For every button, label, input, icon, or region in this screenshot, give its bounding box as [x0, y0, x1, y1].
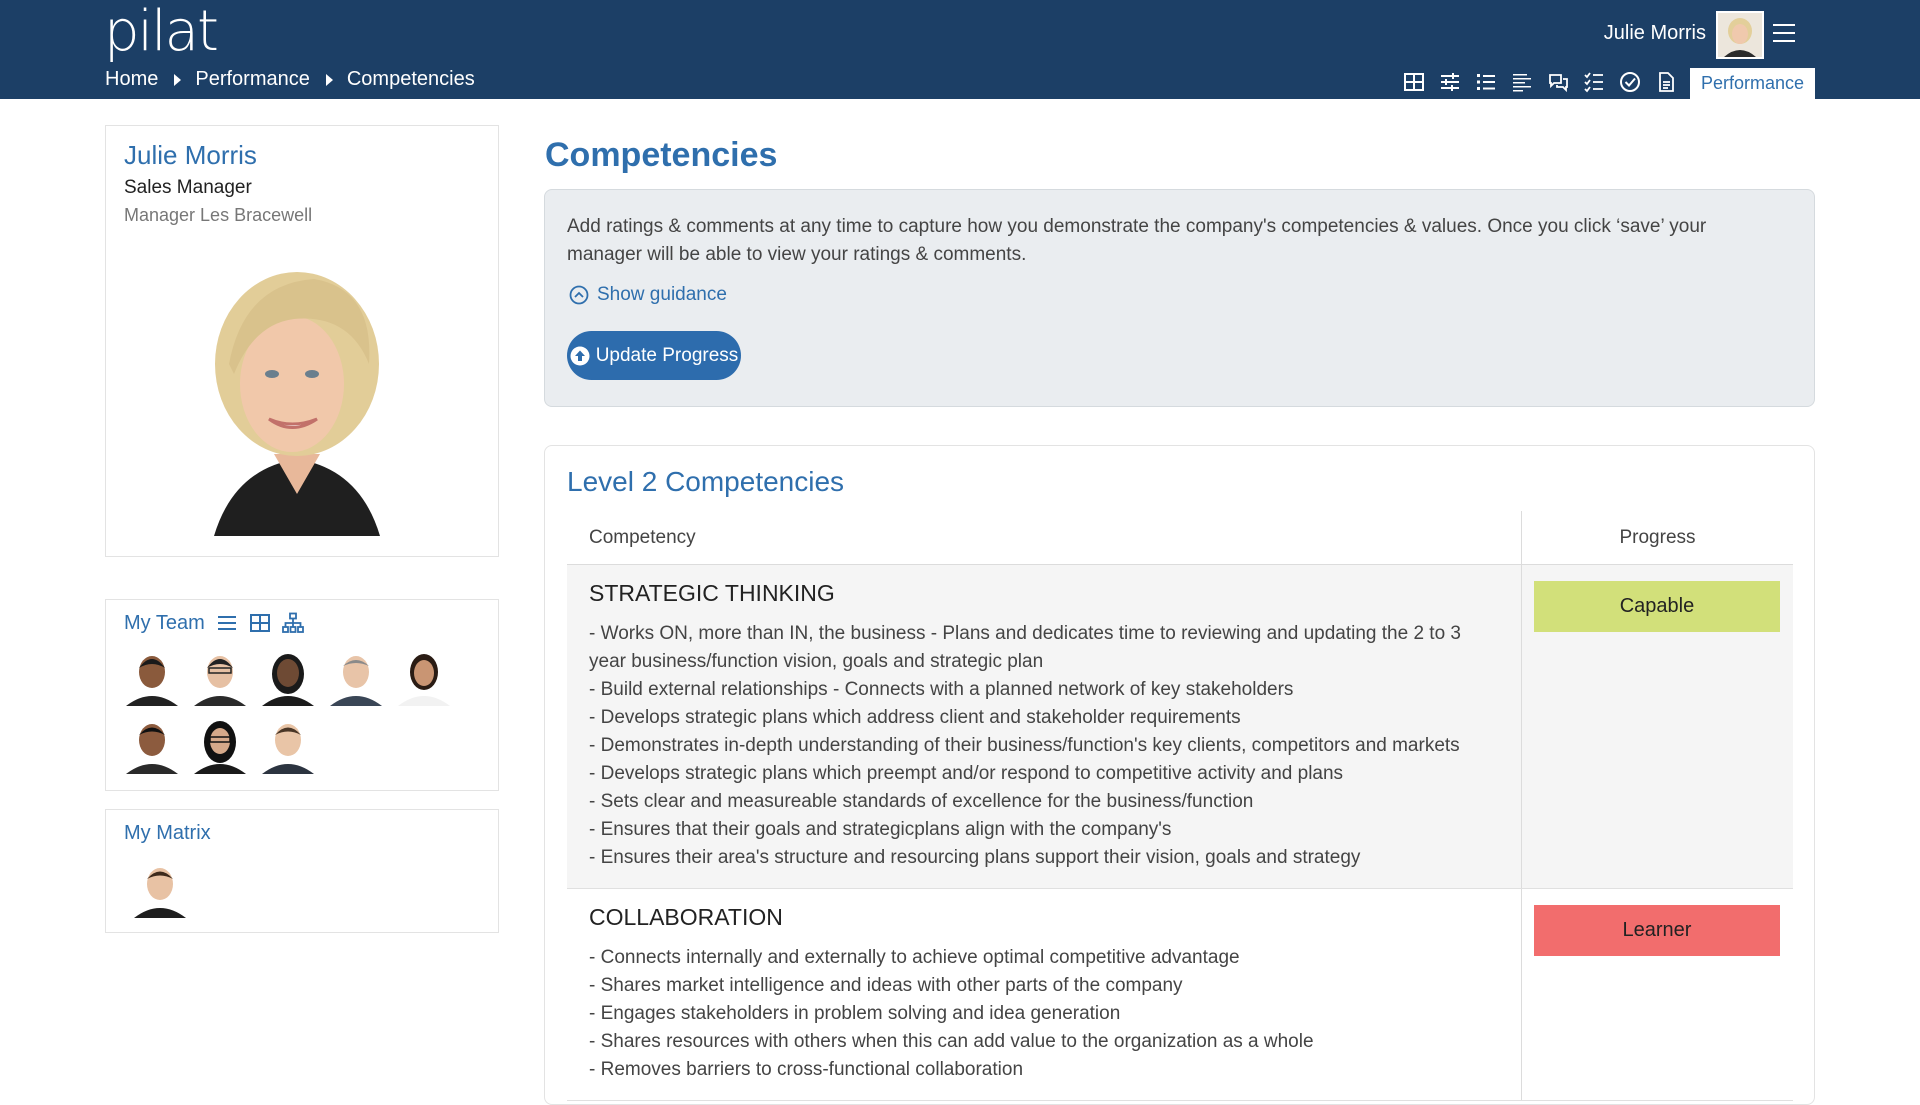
show-guidance-label: Show guidance [597, 284, 727, 305]
breadcrumb-performance[interactable]: Performance [195, 68, 310, 90]
column-header-competency: Competency [567, 511, 1522, 564]
competency-name: STRATEGIC THINKING [589, 580, 835, 606]
competency-name: COLLABORATION [589, 904, 783, 930]
competency-line: - Build external relationships - Connects with a planned network of key stakeholders [589, 679, 1294, 700]
update-progress-label: Update Progress [595, 344, 739, 366]
menu-icon[interactable] [1773, 24, 1795, 42]
my-matrix-card [105, 809, 499, 933]
my-matrix-title[interactable]: My Matrix [124, 822, 211, 844]
competencies-table [567, 511, 1793, 1101]
competency-line: - Shares resources with others when this can add value to the organization as a whole [589, 1031, 1314, 1052]
competency-line: - Connects internally and externally to achieve optimal competitive advantage [589, 947, 1240, 968]
table-row [567, 889, 1793, 1101]
user-avatar[interactable] [1716, 11, 1764, 59]
breadcrumb-competencies: Competencies [346, 68, 475, 90]
pilat-logo[interactable]: pilat [104, 0, 217, 64]
check-circle-icon[interactable] [1616, 68, 1643, 95]
competency-line: - Removes barriers to cross-functional collaboration [589, 1059, 1024, 1080]
competency-cell [567, 565, 1522, 888]
team-member-avatar[interactable] [260, 716, 316, 774]
my-team-card [105, 599, 499, 791]
team-member-avatar[interactable] [396, 648, 452, 706]
chat-icon[interactable] [1544, 68, 1571, 95]
competency-description [589, 944, 1499, 1084]
competency-line: - Ensures that their goals and strategicplans align with the company's [589, 819, 1172, 840]
profile-manager: Manager Les Bracewell [124, 205, 313, 225]
profile-name[interactable]: Julie Morris [124, 140, 257, 170]
info-panel [544, 189, 1815, 407]
team-member-avatar[interactable] [328, 648, 384, 706]
team-member-avatar[interactable] [124, 716, 180, 774]
breadcrumb [105, 68, 475, 91]
user-name[interactable]: Julie Morris [1603, 22, 1706, 44]
competency-line: - Develops strategic plans which address client and stakeholder requirements [589, 707, 1241, 728]
competency-line: - Engages stakeholders in problem solving and idea generation [589, 1003, 1121, 1024]
matrix-members [132, 860, 188, 918]
breadcrumb-caret-icon [326, 74, 333, 86]
org-chart-icon[interactable] [282, 612, 304, 634]
grid-view-icon[interactable] [249, 612, 271, 634]
bullet-list-icon[interactable] [1472, 68, 1499, 95]
toolbar [1400, 68, 1679, 95]
progress-badge-learner[interactable]: Learner [1534, 905, 1780, 956]
competency-line: - Sets clear and measureable standards of excellence for the business/function [589, 791, 1254, 812]
top-header [0, 0, 1920, 99]
breadcrumb-caret-icon [174, 74, 181, 86]
competency-line: - Develops strategic plans which preempt and/or respond to competitive activity and plans [589, 763, 1344, 784]
grid-icon[interactable] [1400, 68, 1427, 95]
intro-text: Add ratings & comments at any time to capture how you demonstrate the company's competencies & values. Once you click ‘save’ your manager will be able to view your ratings & comments. [567, 216, 1707, 265]
page-title: Competencies [545, 136, 778, 174]
competency-line: - Demonstrates in-depth understanding of their business/function's key clients, competitors and markets [589, 735, 1460, 756]
progress-cell [1522, 565, 1793, 888]
competency-line: - Ensures their area's structure and resourcing plans support their vision, goals and strategy [589, 847, 1361, 868]
align-left-icon[interactable] [1508, 68, 1535, 95]
team-view-options [216, 612, 304, 634]
progress-cell [1522, 889, 1793, 1100]
show-guidance-link[interactable] [569, 284, 727, 306]
competency-description [589, 620, 1499, 872]
profile-photo [174, 254, 420, 536]
team-member-avatar[interactable] [192, 648, 248, 706]
table-header [567, 511, 1793, 565]
tab-performance[interactable]: Performance [1690, 68, 1815, 99]
competency-cell [567, 889, 1522, 1100]
profile-role: Sales Manager [124, 177, 252, 198]
my-team-title[interactable]: My Team [124, 612, 205, 634]
table-row [567, 565, 1793, 889]
matrix-member-avatar[interactable] [132, 860, 188, 918]
team-member-avatar[interactable] [124, 648, 180, 706]
competency-line: year business/function vision, goals and strategic plan [589, 651, 1044, 672]
document-icon[interactable] [1652, 68, 1679, 95]
breadcrumb-home[interactable]: Home [105, 68, 159, 90]
list-view-icon[interactable] [216, 612, 238, 634]
arrow-up-circle-icon [570, 346, 590, 366]
update-progress-button[interactable] [567, 331, 741, 380]
team-members [124, 648, 484, 774]
chevron-up-circle-icon [569, 285, 589, 305]
progress-badge-capable[interactable]: Capable [1534, 581, 1780, 632]
checklist-icon[interactable] [1580, 68, 1607, 95]
competencies-card [544, 445, 1815, 1105]
profile-card [105, 125, 499, 557]
sliders-icon[interactable] [1436, 68, 1463, 95]
team-member-avatar[interactable] [260, 648, 316, 706]
team-member-avatar[interactable] [192, 716, 248, 774]
competencies-section-title: Level 2 Competencies [567, 466, 845, 497]
competency-line: - Shares market intelligence and ideas with other parts of the company [589, 975, 1183, 996]
competency-line: - Works ON, more than IN, the business - Plans and dedicates time to reviewing and updating the 2 to 3 [589, 623, 1461, 644]
column-header-progress: Progress [1619, 526, 1696, 548]
